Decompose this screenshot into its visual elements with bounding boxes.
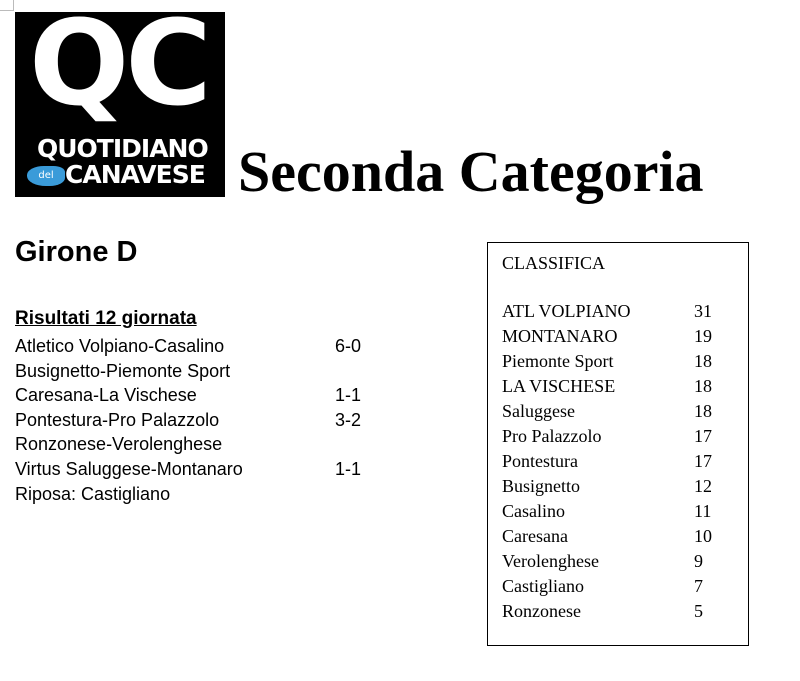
- result-row: [15, 336, 362, 361]
- match-score: 3-2: [335, 409, 362, 430]
- team-points: 9: [694, 551, 703, 571]
- match-name: Atletico Volpiano-Casalino: [15, 336, 225, 356]
- standings-row: [502, 301, 742, 326]
- page-title: Seconda Categoria: [238, 139, 704, 204]
- team-points: 19: [694, 326, 712, 346]
- standings-row: [502, 426, 742, 451]
- standings-row: [502, 451, 742, 476]
- results-list: [15, 336, 362, 508]
- team-name: Busignetto: [502, 476, 581, 496]
- standings-row: [502, 551, 742, 576]
- standings-row: [502, 376, 742, 401]
- team-points: 11: [694, 501, 712, 521]
- team-points: 5: [694, 601, 703, 621]
- team-points: 31: [694, 301, 712, 321]
- standings-box: [487, 242, 749, 646]
- team-points: 18: [694, 376, 712, 396]
- results-heading: Risultati 12 giornata: [15, 308, 197, 329]
- team-points: 12: [694, 476, 712, 496]
- logo: [15, 12, 225, 197]
- logo-brand: QC: [29, 12, 208, 132]
- match-name: Riposa: Castigliano: [15, 483, 171, 504]
- logo-del: del: [27, 166, 65, 186]
- team-points: 18: [694, 351, 712, 371]
- result-row: [15, 385, 362, 410]
- standings-row: [502, 476, 742, 501]
- group-heading: Girone D: [15, 236, 138, 268]
- standings-table: [502, 301, 742, 626]
- team-name: Castigliano: [502, 576, 584, 596]
- team-points: 18: [694, 401, 712, 421]
- standings-row: [502, 576, 742, 601]
- result-row: [15, 409, 362, 435]
- match-name: Ronzonese-Verolenghese: [15, 434, 223, 455]
- standings-row: [502, 401, 742, 426]
- standings-row: [502, 351, 742, 376]
- match-name: Pontestura-Pro Palazzolo: [15, 409, 220, 430]
- result-row: [15, 484, 243, 509]
- team-name: LA VISCHESE: [502, 376, 616, 396]
- standings-heading: CLASSIFICA: [502, 253, 606, 273]
- result-row: [15, 434, 243, 459]
- result-row: [15, 458, 362, 484]
- team-points: 10: [694, 526, 712, 546]
- team-name: Saluggese: [502, 401, 575, 421]
- team-name: Casalino: [502, 501, 565, 521]
- match-score: 1-1: [335, 458, 362, 479]
- standings-row: [502, 326, 742, 351]
- match-name: Caresana-La Vischese: [15, 385, 197, 406]
- page-corner-mark: [0, 0, 14, 11]
- logo-line2: CANAVESE: [65, 160, 205, 189]
- team-name: Caresana: [502, 526, 568, 546]
- team-name: Verolenghese: [502, 551, 599, 571]
- standings-row: [502, 526, 742, 551]
- team-points: 17: [694, 451, 712, 471]
- standings-row: [502, 501, 742, 526]
- team-name: MONTANARO: [502, 326, 618, 346]
- match-name: Virtus Saluggese-Montanaro: [15, 458, 243, 479]
- team-name: Piemonte Sport: [502, 351, 614, 371]
- team-name: Pro Palazzolo: [502, 426, 602, 446]
- result-row: [15, 361, 243, 386]
- team-points: 7: [694, 576, 703, 596]
- team-name: Ronzonese: [502, 601, 581, 621]
- match-name: Busignetto-Piemonte Sport: [15, 360, 231, 381]
- logo-line1: QUOTIDIANO: [37, 134, 208, 163]
- match-score: 1-1: [335, 385, 362, 406]
- standings-row: [502, 601, 742, 626]
- match-score: 6-0: [335, 336, 362, 356]
- team-name: ATL VOLPIANO: [502, 301, 631, 321]
- team-name: Pontestura: [502, 451, 578, 471]
- team-points: 17: [694, 426, 712, 446]
